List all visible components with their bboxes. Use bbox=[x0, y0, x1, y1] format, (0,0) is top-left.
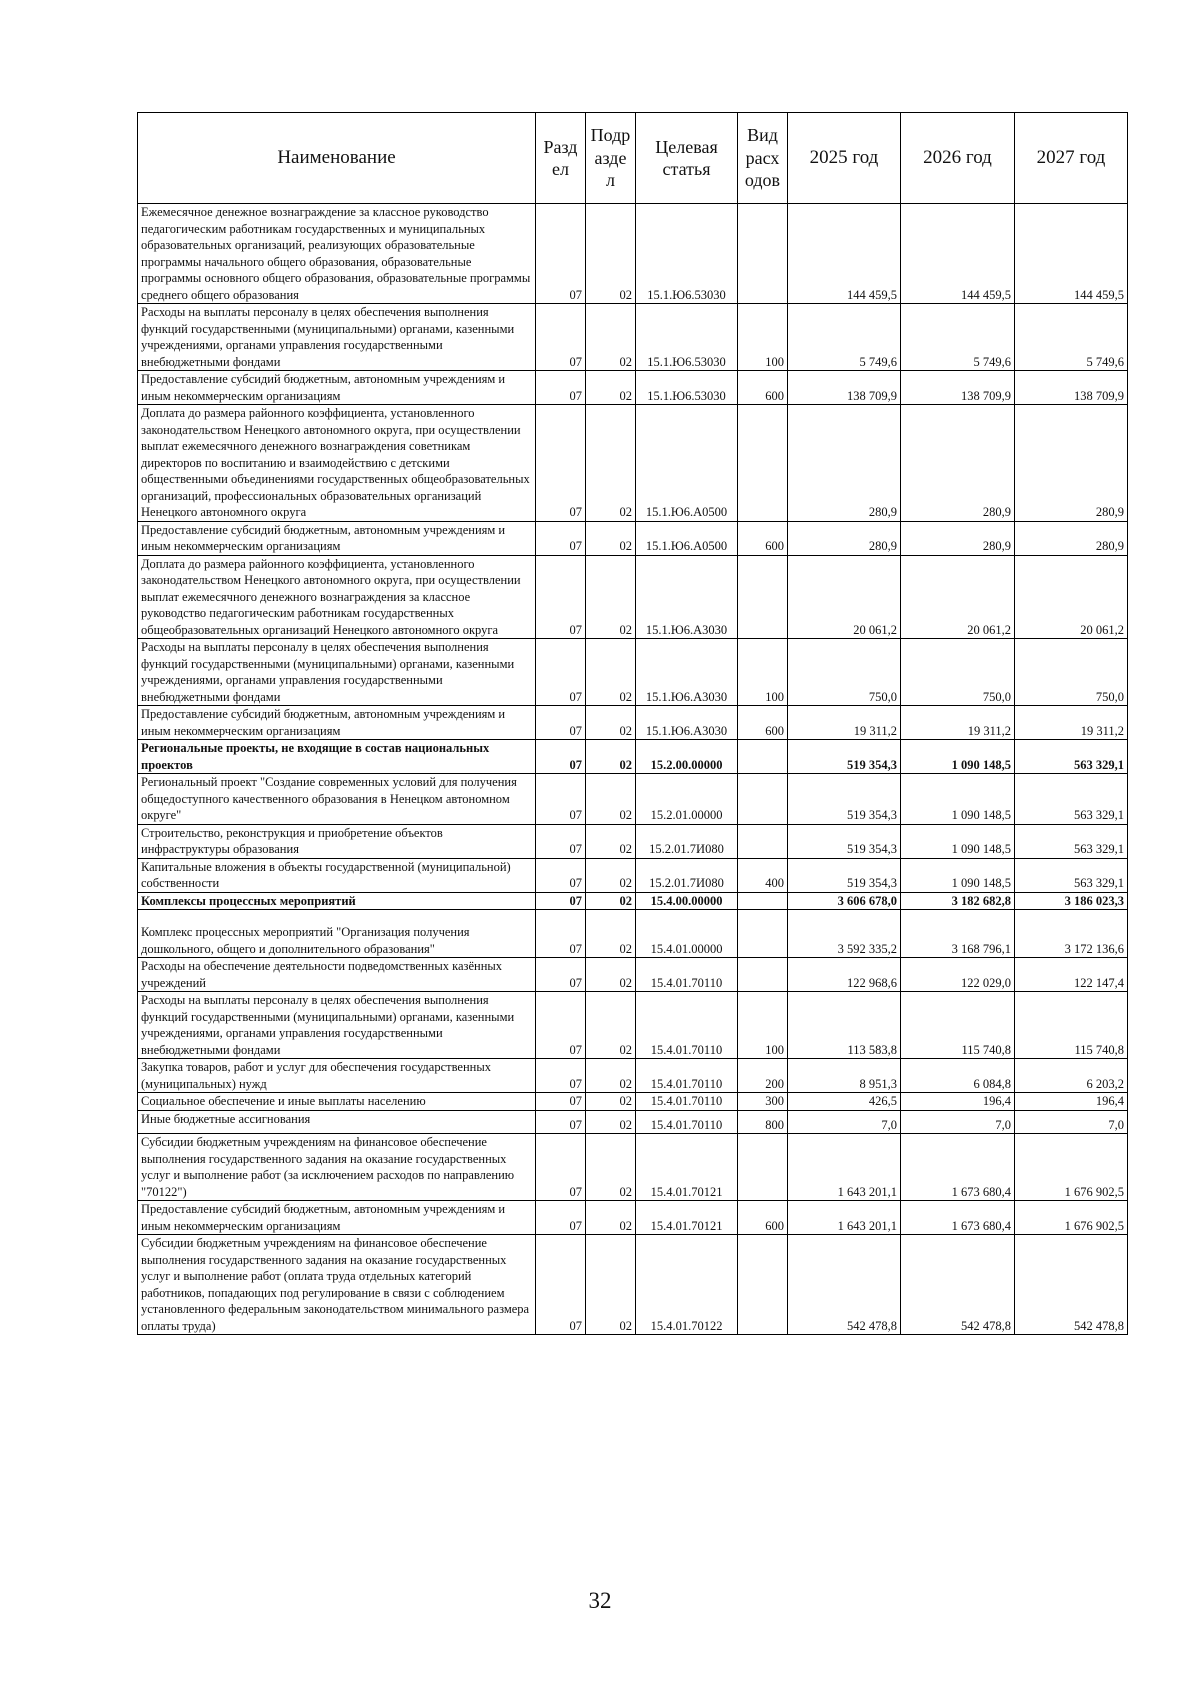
row-target-article: 15.4.01.70110 bbox=[636, 958, 738, 992]
table-row bbox=[138, 405, 1128, 522]
row-amount-2027: 542 478,8 bbox=[1015, 1235, 1128, 1335]
row-expense-type bbox=[738, 774, 788, 825]
header-year-2027: 2027 год bbox=[1015, 113, 1128, 204]
row-amount-2025: 122 968,6 bbox=[788, 958, 901, 992]
row-amount-2027: 144 459,5 bbox=[1015, 204, 1128, 304]
row-amount-2026: 1 090 148,5 bbox=[901, 824, 1015, 858]
header-year-2026: 2026 год bbox=[901, 113, 1015, 204]
table-row bbox=[138, 740, 1128, 774]
row-name: Предоставление субсидий бюджетным, автономным учреждениям и иным некоммерческим организациям bbox=[138, 1201, 536, 1235]
row-subsection: 02 bbox=[586, 639, 636, 706]
row-name: Комплексы процессных мероприятий bbox=[138, 892, 536, 910]
row-amount-2026: 1 673 680,4 bbox=[901, 1134, 1015, 1201]
row-subsection: 02 bbox=[586, 1059, 636, 1093]
row-name: Строительство, реконструкция и приобретение объектов инфраструктуры образования bbox=[138, 824, 536, 858]
row-target-article: 15.1.Ю6.53030 bbox=[636, 371, 738, 405]
row-amount-2027: 563 329,1 bbox=[1015, 858, 1128, 892]
row-amount-2027: 750,0 bbox=[1015, 639, 1128, 706]
row-expense-type bbox=[738, 555, 788, 639]
row-name: Предоставление субсидий бюджетным, автономным учреждениям и иным некоммерческим организациям bbox=[138, 521, 536, 555]
row-section: 07 bbox=[536, 304, 586, 371]
row-amount-2025: 519 354,3 bbox=[788, 740, 901, 774]
row-expense-type: 300 bbox=[738, 1093, 788, 1111]
table-row bbox=[138, 1134, 1128, 1201]
row-amount-2026: 3 168 796,1 bbox=[901, 910, 1015, 958]
row-expense-type: 400 bbox=[738, 858, 788, 892]
table-row bbox=[138, 992, 1128, 1059]
row-amount-2025: 144 459,5 bbox=[788, 204, 901, 304]
row-subsection: 02 bbox=[586, 555, 636, 639]
row-amount-2026: 196,4 bbox=[901, 1093, 1015, 1111]
row-amount-2026: 19 311,2 bbox=[901, 706, 1015, 740]
row-target-article: 15.1.Ю6.А0500 bbox=[636, 405, 738, 522]
table-row bbox=[138, 958, 1128, 992]
budget-table bbox=[137, 112, 1128, 1335]
row-name: Расходы на выплаты персоналу в целях обеспечения выполнения функций государственными (муниципальными) органами, казенными учреждениями, органами управления государственными внебюджетными фондами bbox=[138, 639, 536, 706]
row-amount-2026: 3 182 682,8 bbox=[901, 892, 1015, 910]
table-row bbox=[138, 892, 1128, 910]
row-expense-type bbox=[738, 824, 788, 858]
row-expense-type bbox=[738, 892, 788, 910]
row-section: 07 bbox=[536, 1235, 586, 1335]
row-expense-type: 800 bbox=[738, 1110, 788, 1134]
table-row bbox=[138, 521, 1128, 555]
table-row bbox=[138, 304, 1128, 371]
row-amount-2025: 20 061,2 bbox=[788, 555, 901, 639]
row-section: 07 bbox=[536, 371, 586, 405]
row-amount-2026: 750,0 bbox=[901, 639, 1015, 706]
row-section: 07 bbox=[536, 1201, 586, 1235]
row-section: 07 bbox=[536, 892, 586, 910]
header-target-article: Целевая статья bbox=[636, 113, 738, 204]
row-name: Ежемесячное денежное вознаграждение за классное руководство педагогическим работникам государственных и муниципальных образовательных организаций, реализующих образовательные программы начального общего образования, образовательные программы основного общего образования, образовательные программы среднего общего образования bbox=[138, 204, 536, 304]
row-subsection: 02 bbox=[586, 706, 636, 740]
row-amount-2026: 5 749,6 bbox=[901, 304, 1015, 371]
row-amount-2026: 1 090 148,5 bbox=[901, 774, 1015, 825]
row-amount-2027: 20 061,2 bbox=[1015, 555, 1128, 639]
row-expense-type: 200 bbox=[738, 1059, 788, 1093]
header-name: Наименование bbox=[138, 113, 536, 204]
row-section: 07 bbox=[536, 521, 586, 555]
row-expense-type: 100 bbox=[738, 639, 788, 706]
row-target-article: 15.4.01.70121 bbox=[636, 1134, 738, 1201]
table-body bbox=[138, 204, 1128, 1335]
row-expense-type: 600 bbox=[738, 706, 788, 740]
row-amount-2026: 280,9 bbox=[901, 521, 1015, 555]
row-target-article: 15.4.01.70110 bbox=[636, 1093, 738, 1111]
row-name: Региональный проект "Создание современных условий для получения общедоступного качественного образования в Ненецком автономном округе" bbox=[138, 774, 536, 825]
row-amount-2025: 519 354,3 bbox=[788, 858, 901, 892]
row-name: Комплекс процессных мероприятий "Организация получения дошкольного, общего и дополнительного образования" bbox=[138, 910, 536, 958]
row-amount-2025: 426,5 bbox=[788, 1093, 901, 1111]
row-target-article: 15.4.01.70110 bbox=[636, 1110, 738, 1134]
row-name: Капитальные вложения в объекты государственной (муниципальной) собственности bbox=[138, 858, 536, 892]
row-expense-type bbox=[738, 204, 788, 304]
row-amount-2026: 542 478,8 bbox=[901, 1235, 1015, 1335]
row-amount-2025: 3 592 335,2 bbox=[788, 910, 901, 958]
row-amount-2025: 542 478,8 bbox=[788, 1235, 901, 1335]
row-target-article: 15.2.01.7И080 bbox=[636, 824, 738, 858]
row-amount-2025: 3 606 678,0 bbox=[788, 892, 901, 910]
row-expense-type: 600 bbox=[738, 521, 788, 555]
row-section: 07 bbox=[536, 555, 586, 639]
row-amount-2026: 6 084,8 bbox=[901, 1059, 1015, 1093]
row-subsection: 02 bbox=[586, 204, 636, 304]
row-amount-2025: 1 643 201,1 bbox=[788, 1201, 901, 1235]
row-amount-2025: 138 709,9 bbox=[788, 371, 901, 405]
row-name: Доплата до размера районного коэффициента, установленного законодательством Ненецкого автономного округа, при осуществлении выплат ежемесячного денежного вознаграждения за классное руководство педагогическим работникам государственных общеобразовательных организаций Ненецкого автономного округа bbox=[138, 555, 536, 639]
row-target-article: 15.4.01.70110 bbox=[636, 1059, 738, 1093]
row-amount-2027: 280,9 bbox=[1015, 405, 1128, 522]
row-subsection: 02 bbox=[586, 521, 636, 555]
row-target-article: 15.2.01.7И080 bbox=[636, 858, 738, 892]
table-row bbox=[138, 824, 1128, 858]
row-subsection: 02 bbox=[586, 1201, 636, 1235]
row-amount-2027: 122 147,4 bbox=[1015, 958, 1128, 992]
row-amount-2026: 7,0 bbox=[901, 1110, 1015, 1134]
row-subsection: 02 bbox=[586, 1110, 636, 1134]
row-amount-2027: 1 676 902,5 bbox=[1015, 1134, 1128, 1201]
row-section: 07 bbox=[536, 1134, 586, 1201]
row-subsection: 02 bbox=[586, 958, 636, 992]
row-subsection: 02 bbox=[586, 304, 636, 371]
row-amount-2025: 280,9 bbox=[788, 405, 901, 522]
row-section: 07 bbox=[536, 824, 586, 858]
row-name: Региональные проекты, не входящие в состав национальных проектов bbox=[138, 740, 536, 774]
row-expense-type: 100 bbox=[738, 992, 788, 1059]
row-subsection: 02 bbox=[586, 740, 636, 774]
row-section: 07 bbox=[536, 958, 586, 992]
table-row bbox=[138, 774, 1128, 825]
row-name: Расходы на выплаты персоналу в целях обеспечения выполнения функций государственными (муниципальными) органами, казенными учреждениями, органами управления государственными внебюджетными фондами bbox=[138, 992, 536, 1059]
row-target-article: 15.1.Ю6.53030 bbox=[636, 304, 738, 371]
row-target-article: 15.2.01.00000 bbox=[636, 774, 738, 825]
row-amount-2027: 563 329,1 bbox=[1015, 824, 1128, 858]
row-amount-2025: 519 354,3 bbox=[788, 774, 901, 825]
row-amount-2027: 280,9 bbox=[1015, 521, 1128, 555]
row-target-article: 15.4.01.00000 bbox=[636, 910, 738, 958]
row-amount-2025: 750,0 bbox=[788, 639, 901, 706]
row-target-article: 15.4.01.70121 bbox=[636, 1201, 738, 1235]
row-section: 07 bbox=[536, 774, 586, 825]
header-subsection: Подр азде л bbox=[586, 113, 636, 204]
table-row bbox=[138, 371, 1128, 405]
header-section: Разд ел bbox=[536, 113, 586, 204]
row-target-article: 15.1.Ю6.53030 bbox=[636, 204, 738, 304]
row-subsection: 02 bbox=[586, 892, 636, 910]
row-amount-2027: 196,4 bbox=[1015, 1093, 1128, 1111]
row-target-article: 15.4.00.00000 bbox=[636, 892, 738, 910]
row-amount-2027: 6 203,2 bbox=[1015, 1059, 1128, 1093]
row-name: Доплата до размера районного коэффициента, установленного законодательством Ненецкого автономного округа, при осуществлении выплат ежемесячного денежного вознаграждения советникам директоров по воспитанию и взаимодействию с детскими общественными объединениями государственных общеобразовательных организаций, профессиональных образовательных организаций Ненецкого автономного округа bbox=[138, 405, 536, 522]
table-row bbox=[138, 555, 1128, 639]
budget-table-container bbox=[137, 112, 1127, 1335]
row-section: 07 bbox=[536, 1093, 586, 1111]
row-expense-type: 600 bbox=[738, 1201, 788, 1235]
row-name: Субсидии бюджетным учреждениям на финансовое обеспечение выполнения государственного задания на оказание государственных услуг и выполнение работ (оплата труда отдельных категорий работников, попадающих под регулирование в связи с соблюдением установленного федеральным законодательством минимального размера оплаты труда) bbox=[138, 1235, 536, 1335]
row-target-article: 15.1.Ю6.А3030 bbox=[636, 706, 738, 740]
row-expense-type bbox=[738, 910, 788, 958]
table-row bbox=[138, 706, 1128, 740]
row-subsection: 02 bbox=[586, 824, 636, 858]
row-section: 07 bbox=[536, 910, 586, 958]
row-amount-2025: 8 951,3 bbox=[788, 1059, 901, 1093]
row-expense-type bbox=[738, 405, 788, 522]
table-row bbox=[138, 1059, 1128, 1093]
row-amount-2025: 7,0 bbox=[788, 1110, 901, 1134]
row-target-article: 15.4.01.70122 bbox=[636, 1235, 738, 1335]
row-amount-2027: 3 172 136,6 bbox=[1015, 910, 1128, 958]
row-section: 07 bbox=[536, 204, 586, 304]
table-row bbox=[138, 1235, 1128, 1335]
row-section: 07 bbox=[536, 858, 586, 892]
row-subsection: 02 bbox=[586, 1235, 636, 1335]
row-target-article: 15.1.Ю6.А3030 bbox=[636, 555, 738, 639]
header-expense-type: Вид расх одов bbox=[738, 113, 788, 204]
row-target-article: 15.2.00.00000 bbox=[636, 740, 738, 774]
row-amount-2026: 122 029,0 bbox=[901, 958, 1015, 992]
table-row bbox=[138, 1201, 1128, 1235]
row-subsection: 02 bbox=[586, 910, 636, 958]
row-name: Расходы на выплаты персоналу в целях обеспечения выполнения функций государственными (муниципальными) органами, казенными учреждениями, органами управления государственными внебюджетными фондами bbox=[138, 304, 536, 371]
table-row bbox=[138, 1093, 1128, 1111]
row-amount-2027: 5 749,6 bbox=[1015, 304, 1128, 371]
header-year-2025: 2025 год bbox=[788, 113, 901, 204]
row-section: 07 bbox=[536, 740, 586, 774]
row-amount-2027: 115 740,8 bbox=[1015, 992, 1128, 1059]
row-amount-2025: 519 354,3 bbox=[788, 824, 901, 858]
row-amount-2026: 1 090 148,5 bbox=[901, 858, 1015, 892]
row-subsection: 02 bbox=[586, 371, 636, 405]
row-name: Предоставление субсидий бюджетным, автономным учреждениям и иным некоммерческим организациям bbox=[138, 706, 536, 740]
row-name: Предоставление субсидий бюджетным, автономным учреждениям и иным некоммерческим организациям bbox=[138, 371, 536, 405]
row-amount-2026: 138 709,9 bbox=[901, 371, 1015, 405]
row-subsection: 02 bbox=[586, 992, 636, 1059]
row-amount-2025: 5 749,6 bbox=[788, 304, 901, 371]
table-row bbox=[138, 858, 1128, 892]
table-row bbox=[138, 910, 1128, 958]
row-name: Иные бюджетные ассигнования bbox=[138, 1110, 536, 1134]
row-subsection: 02 bbox=[586, 858, 636, 892]
row-amount-2026: 280,9 bbox=[901, 405, 1015, 522]
row-amount-2026: 20 061,2 bbox=[901, 555, 1015, 639]
row-amount-2026: 115 740,8 bbox=[901, 992, 1015, 1059]
row-section: 07 bbox=[536, 405, 586, 522]
row-expense-type: 100 bbox=[738, 304, 788, 371]
table-header bbox=[138, 113, 1128, 204]
row-section: 07 bbox=[536, 1110, 586, 1134]
row-subsection: 02 bbox=[586, 1134, 636, 1201]
row-name: Закупка товаров, работ и услуг для обеспечения государственных (муниципальных) нужд bbox=[138, 1059, 536, 1093]
row-amount-2025: 280,9 bbox=[788, 521, 901, 555]
row-amount-2027: 3 186 023,3 bbox=[1015, 892, 1128, 910]
row-amount-2027: 563 329,1 bbox=[1015, 774, 1128, 825]
row-expense-type bbox=[738, 1235, 788, 1335]
table-row bbox=[138, 204, 1128, 304]
page-number: 32 bbox=[588, 1588, 612, 1613]
row-section: 07 bbox=[536, 1059, 586, 1093]
row-name: Расходы на обеспечение деятельности подведомственных казённых учреждений bbox=[138, 958, 536, 992]
row-amount-2026: 1 090 148,5 bbox=[901, 740, 1015, 774]
row-target-article: 15.1.Ю6.А0500 bbox=[636, 521, 738, 555]
row-subsection: 02 bbox=[586, 774, 636, 825]
row-section: 07 bbox=[536, 706, 586, 740]
row-amount-2027: 138 709,9 bbox=[1015, 371, 1128, 405]
row-amount-2027: 1 676 902,5 bbox=[1015, 1201, 1128, 1235]
row-target-article: 15.1.Ю6.А3030 bbox=[636, 639, 738, 706]
row-subsection: 02 bbox=[586, 405, 636, 522]
row-amount-2025: 19 311,2 bbox=[788, 706, 901, 740]
row-amount-2025: 1 643 201,1 bbox=[788, 1134, 901, 1201]
row-expense-type bbox=[738, 958, 788, 992]
row-expense-type bbox=[738, 740, 788, 774]
row-subsection: 02 bbox=[586, 1093, 636, 1111]
row-amount-2027: 7,0 bbox=[1015, 1110, 1128, 1134]
row-section: 07 bbox=[536, 992, 586, 1059]
row-expense-type: 600 bbox=[738, 371, 788, 405]
row-name: Социальное обеспечение и иные выплаты населению bbox=[138, 1093, 536, 1111]
row-amount-2026: 1 673 680,4 bbox=[901, 1201, 1015, 1235]
row-amount-2026: 144 459,5 bbox=[901, 204, 1015, 304]
table-row bbox=[138, 1110, 1128, 1134]
row-section: 07 bbox=[536, 639, 586, 706]
row-name: Субсидии бюджетным учреждениям на финансовое обеспечение выполнения государственного задания на оказание государственных услуг и выполнение работ (за исключением расходов по направлению "70122") bbox=[138, 1134, 536, 1201]
table-row bbox=[138, 639, 1128, 706]
row-expense-type bbox=[738, 1134, 788, 1201]
row-amount-2027: 563 329,1 bbox=[1015, 740, 1128, 774]
row-target-article: 15.4.01.70110 bbox=[636, 992, 738, 1059]
row-amount-2025: 113 583,8 bbox=[788, 992, 901, 1059]
row-amount-2027: 19 311,2 bbox=[1015, 706, 1128, 740]
